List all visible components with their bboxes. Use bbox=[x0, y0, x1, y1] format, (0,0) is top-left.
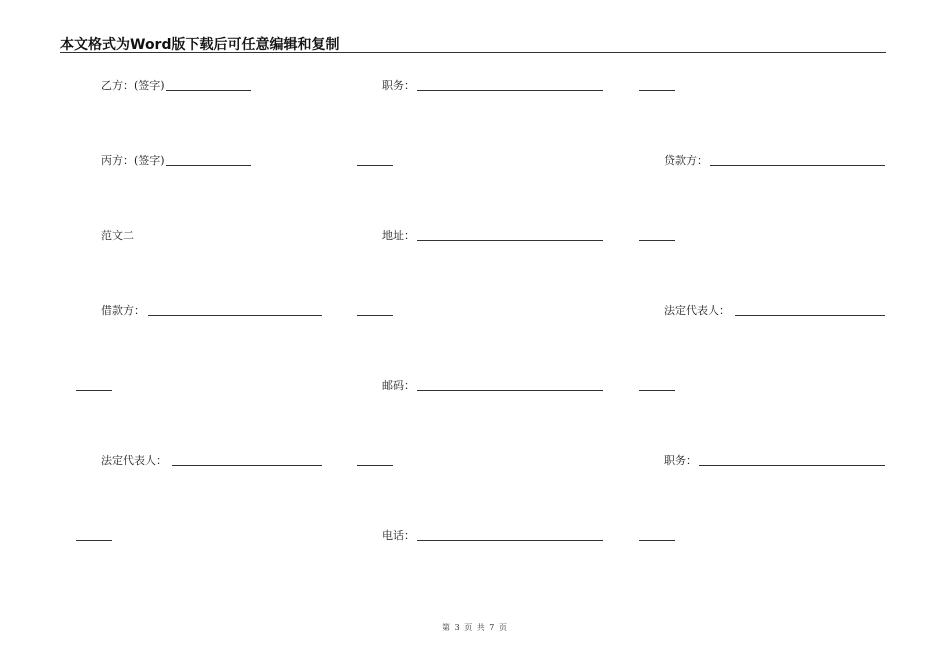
legal-rep-label-right: 法定代表人： bbox=[664, 304, 730, 317]
sample-two-heading: 范文二 bbox=[101, 229, 134, 242]
page-number-footer: 第 3 页 共 7 页 bbox=[442, 623, 508, 632]
position-line-2[interactable] bbox=[699, 465, 885, 466]
legal-rep-line-right[interactable] bbox=[735, 315, 885, 316]
blank-line-r7c1[interactable] bbox=[76, 540, 112, 541]
party-b-signature-label: 乙方：(签字) bbox=[101, 79, 165, 92]
blank-line-r5c3[interactable] bbox=[639, 390, 675, 391]
address-line[interactable] bbox=[417, 240, 603, 241]
blank-line-r2c2[interactable] bbox=[357, 165, 393, 166]
position-line-1[interactable] bbox=[417, 90, 603, 91]
document-header-title: 本文格式为Word版下载后可任意编辑和复制 bbox=[60, 37, 340, 53]
legal-rep-label-left: 法定代表人： bbox=[101, 454, 167, 467]
position-label-1: 职务： bbox=[382, 79, 415, 92]
legal-rep-line-left[interactable] bbox=[172, 465, 322, 466]
blank-line-r3c3[interactable] bbox=[639, 240, 675, 241]
blank-line-r5c1[interactable] bbox=[76, 390, 112, 391]
position-label-2: 职务： bbox=[664, 454, 697, 467]
blank-line-r4c2[interactable] bbox=[357, 315, 393, 316]
header-divider bbox=[60, 52, 886, 53]
borrower-label: 借款方： bbox=[101, 304, 145, 317]
party-c-signature-line[interactable] bbox=[166, 165, 251, 166]
party-c-signature-label: 丙方：(签字) bbox=[101, 154, 165, 167]
address-label: 地址： bbox=[382, 229, 415, 242]
postcode-line[interactable] bbox=[417, 390, 603, 391]
blank-line-r7c3[interactable] bbox=[639, 540, 675, 541]
blank-line-r1c3[interactable] bbox=[639, 90, 675, 91]
blank-line-r6c2[interactable] bbox=[357, 465, 393, 466]
phone-label: 电话： bbox=[382, 529, 415, 542]
lender-line[interactable] bbox=[710, 165, 885, 166]
phone-line[interactable] bbox=[417, 540, 603, 541]
postcode-label: 邮码： bbox=[382, 379, 415, 392]
party-b-signature-line[interactable] bbox=[166, 90, 251, 91]
lender-label: 贷款方： bbox=[664, 154, 708, 167]
borrower-line[interactable] bbox=[148, 315, 322, 316]
